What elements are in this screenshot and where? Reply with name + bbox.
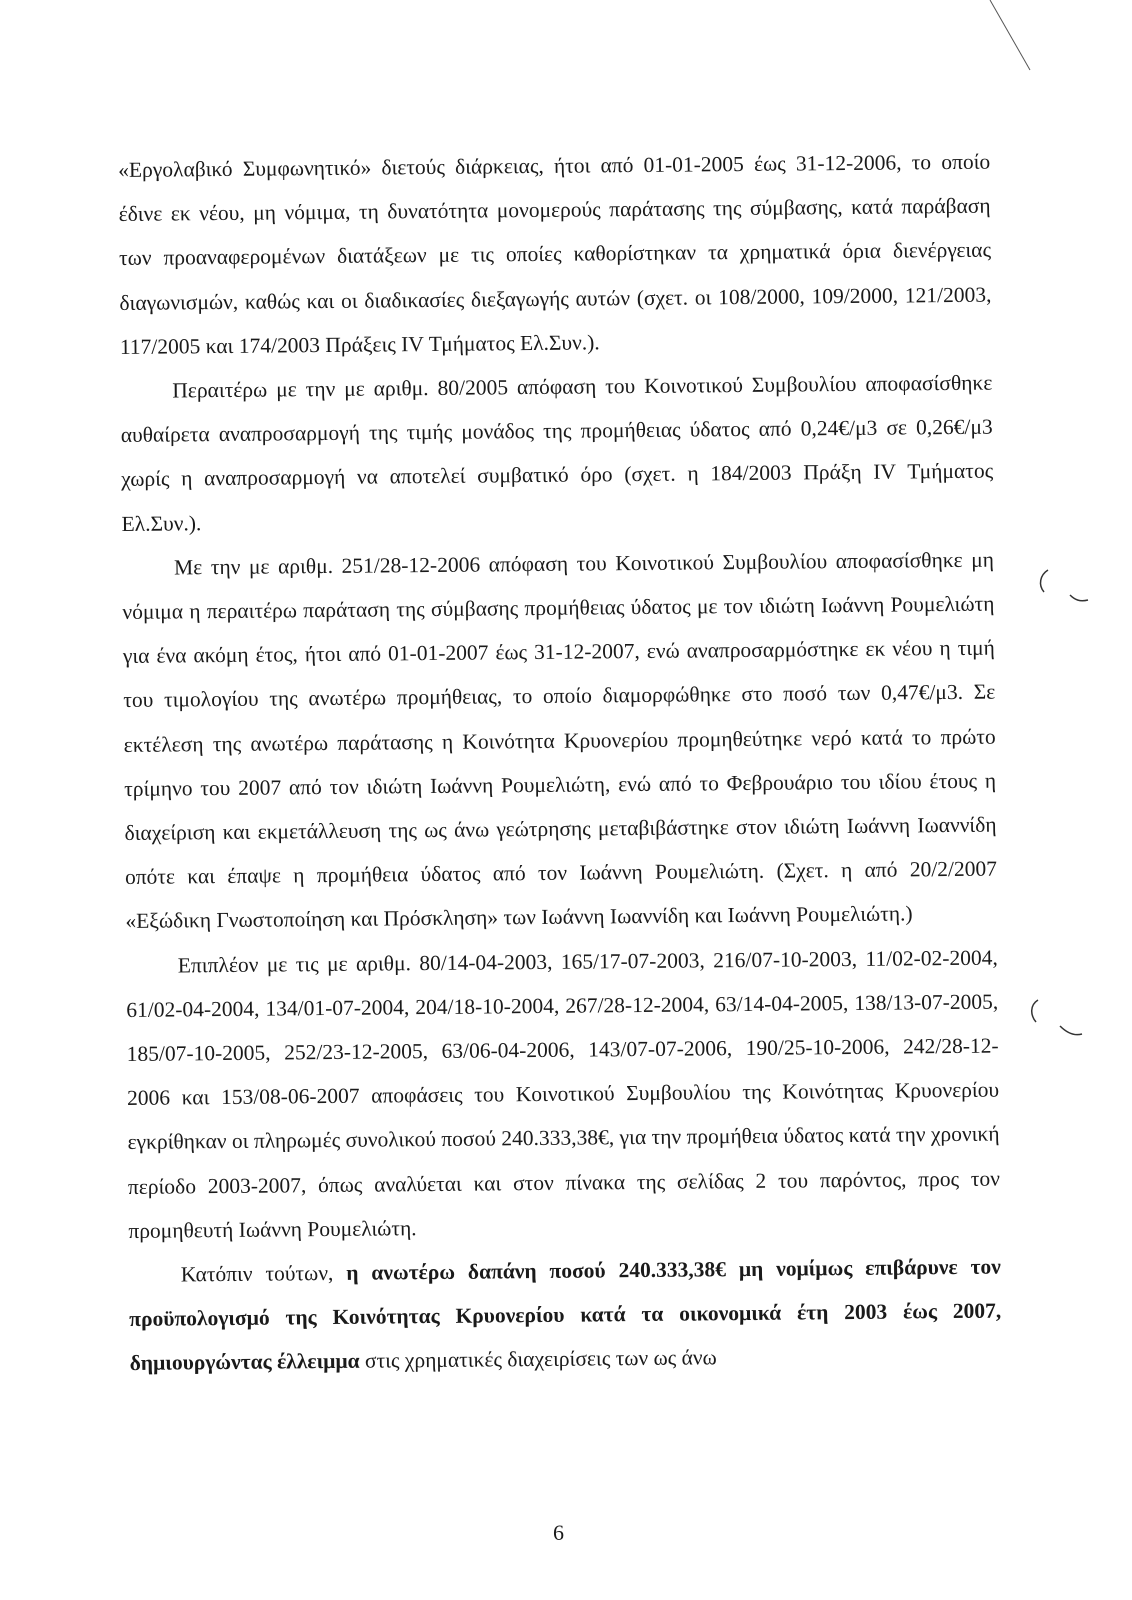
paragraph-3-text: Με την με αριθμ. 251/28-12-2006 απόφαση του Κοινοτικού Συμβουλίου αποφασίσθηκε μη νόμιμα η περαιτέρω παράταση της σύμβασης προμήθειας ύδατος με τον ιδιώτη Ιωάννη Ρουμελιώτη για ένα ακόμη έτος, ήτοι από 01-01-2007 έως 31-12-2007, ενώ αναπροσαρμόστηκε εκ νέου η τιμή του τιμολογίου της ανωτέρω προμήθειας, το οποίο διαμορφώθηκε στο ποσό των 0,47€/μ3. Σε εκτέλεση της ανωτέρω παράτασης η Κοινότητα Κρυονερίου προμηθεύτηκε νερό κατά το πρώτο τρίμηνο του 2007 από τον ιδιώτη Ιωάννη Ρουμελιώτη, ενώ από το Φεβρουάριο του ιδίου έτους η διαχείριση και εκμετάλλευση της ως άνω γεώτρησης μεταβιβάστηκε στον ιδιώτη Ιωάννη Ιωαννίδη οπότε και έπαψε η προμήθεια ύδατος από τον Ιωάννη Ρουμελιώτη. (Σχετ. η από 20/2/2007 «Εξώδικη Γνωστοποίηση και Πρόσκληση» των Ιωάννη Ιωαννίδη και Ιωάννη Ρουμελιώτη.)	[122, 547, 998, 934]
page-number: 6	[553, 1520, 564, 1545]
paragraph-4-text: Επιπλέον με τις με αριθμ. 80/14-04-2003, 165/17-07-2003, 216/07-10-2003, 11/02-02-2004, 61/02-04-2004, 134/01-07-2004, 204/18-10-2004, 267/28-12-2004, 63/14-04-2005, 138/13-07-2005, 185/07-10-2005, 252/23-12-2005, 63/06-04-2006, 143/07-07-2006, 190/25-10-2006, 242/28-12-2006 και 153/08-06-2007 αποφάσεις του Κοινοτικού Συμβουλίου της Κοινότητας Κρυονερίου εγκρίθηκαν οι πληρωμές συνολικού ποσού 240.333,38€, για την προμήθεια ύδατος κατά την χρονική περίοδο 2003-2007, όπως αναλύεται και στον πίνακα της σελίδας 2 του παρόντος, προς τον προμηθευτή Ιωάννη Ρουμελιώτη.	[126, 945, 1001, 1243]
body-text	[118, 140, 1002, 1386]
paragraph-5-text-start: Κατόπιν τούτων,	[180, 1260, 347, 1287]
paragraph-3	[122, 537, 998, 943]
paragraph-2	[120, 361, 994, 546]
margin-pen-mark-2	[1032, 1000, 1082, 1035]
paragraph-4	[126, 935, 1001, 1253]
paragraph-1-text: «Εργολαβικό Συμφωνητικό» διετούς διάρκειας, ήτοι από 01-01-2005 έως 31-12-2006, το οποίο έδινε εκ νέου, μη νόμιμα, τη δυνατότητα μονομερούς παράτασης της σύμβασης, κατά παράβαση των προαναφερομένων διατάξεων με τις οποίες καθορίστηκαν τα χρηματικά όρια διενέργειας διαγωνισμών, καθώς και οι διαδικασίες διεξαγωγής αυτών (σχετ. οι 108/2000, 109/2000, 121/2003, 117/2005 και 174/2003 Πράξεις IV Τμήματος Ελ.Συν.).	[118, 149, 992, 359]
paragraph-5	[129, 1245, 1002, 1386]
paragraph-2-text: Περαιτέρω με την με αριθμ. 80/2005 απόφαση του Κοινοτικού Συμβουλίου αποφασίσθηκε αυθαίρετα αναπροσαρμογή της τιμής μονάδος της προμήθειας ύδατος από 0,24€/μ3 σε 0,26€/μ3 χωρίς η αναπροσαρμογή να αποτελεί συμβατικό όρο (σχετ. η 184/2003 Πράξη IV Τμήματος Ελ.Συν.).	[120, 370, 994, 536]
paragraph-5-text-end: στις χρηματικές διαχειρίσεις των ως άνω	[359, 1345, 717, 1374]
paragraph-1	[118, 140, 992, 369]
margin-pen-mark-1	[1041, 570, 1088, 601]
corner-fold-line	[990, 0, 1030, 70]
paragraph-5-bold-text: η ανωτέρω δαπάνη ποσού 240.333,38€ μη νομίμως επιβάρυνε τον προϋπολογισμό της Κοινότητας Κρυονερίου κατά τα οικονομικά έτη 2003 έως 2007, δημιουργώντας έλλειμμα	[129, 1254, 1002, 1376]
